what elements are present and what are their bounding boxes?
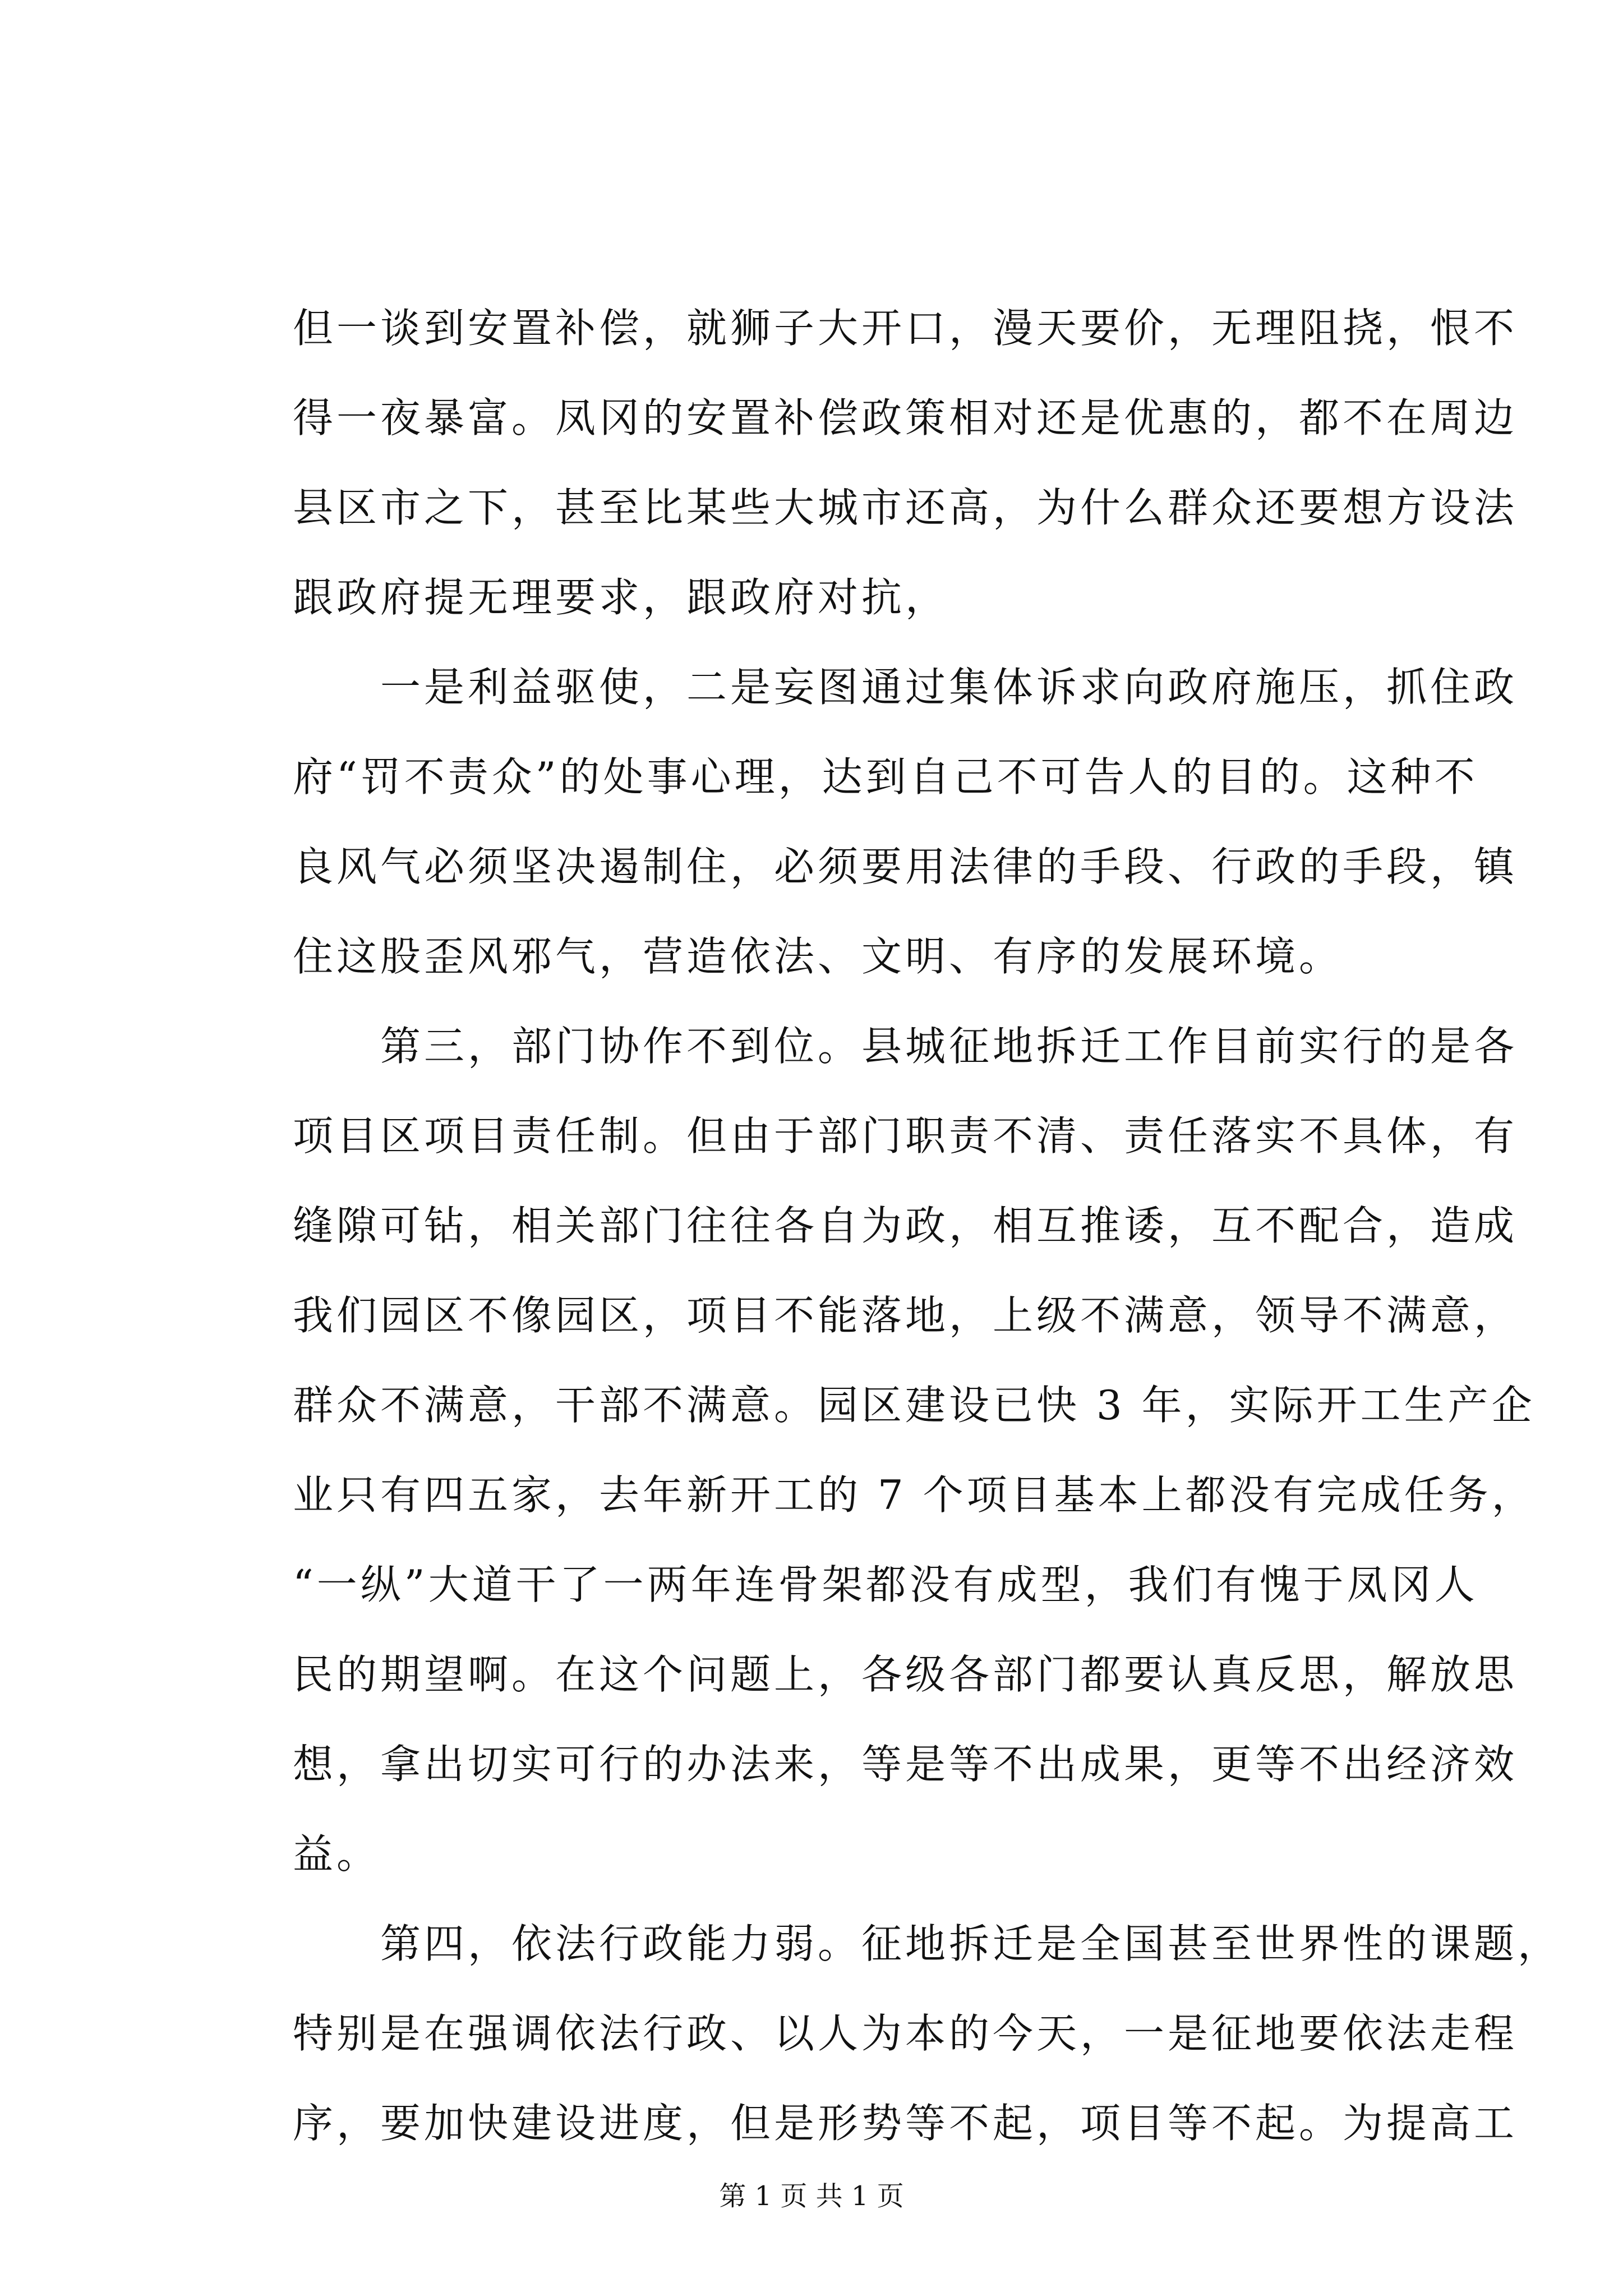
body-text-line: 缝隙可钻，相关部门往往各自为政，相互推诿，互不配合，造成 xyxy=(293,1202,1518,1249)
body-text-line: 得一夜暴富。凤冈的安置补偿政策相对还是优惠的，都不在周边 xyxy=(293,394,1518,441)
body-text-line: 但一谈到安置补偿，就狮子大开口，漫天要价，无理阻挠，恨不 xyxy=(293,305,1518,352)
body-text-line: 想，拿出切实可行的办法来，等是等不出成果，更等不出经济效 xyxy=(293,1741,1518,1788)
body-text-line: 跟政府提无理要求，跟政府对抗， xyxy=(293,574,949,621)
body-text-line: 第四，依法行政能力弱。征地拆迁是全国甚至世界性的课题， xyxy=(293,1920,1562,1967)
body-text-line: 一是利益驱使，二是妄图通过集体诉求向政府施压，抓住政 xyxy=(293,664,1518,711)
body-text-line: 序，要加快建设进度，但是形势等不起，项目等不起。为提高工 xyxy=(293,2100,1518,2147)
body-text-line: “一纵”大道干了一两年连骨架都没有成型，我们有愧于凤冈人 xyxy=(293,1561,1478,1608)
body-text-line: 项目区项目责任制。但由于部门职责不清、责任落实不具体，有 xyxy=(293,1112,1518,1159)
body-text-line: 特别是在强调依法行政、以人为本的今天，一是征地要依法走程 xyxy=(293,2010,1518,2057)
body-text-line: 良风气必须坚决遏制住，必须要用法律的手段、行政的手段，镇 xyxy=(293,843,1518,890)
body-text-line: 群众不满意，干部不满意。园区建设已快 3 年，实际开工生产企 xyxy=(293,1382,1536,1429)
body-text-line: 益。 xyxy=(293,1830,381,1878)
body-text-line: 府“罚不责众”的处事心理，达到自己不可告人的目的。这种不 xyxy=(293,753,1478,800)
body-text-line: 我们园区不像园区，项目不能落地，上级不满意，领导不满意， xyxy=(293,1292,1518,1339)
body-text-line: 业只有四五家，去年新开工的 7 个项目基本上都没有完成任务， xyxy=(293,1471,1536,1519)
body-text-line: 住这股歪风邪气，营造依法、文明、有序的发展环境。 xyxy=(293,933,1343,980)
body-text-line: 县区市之下，甚至比某些大城市还高，为什么群众还要想方设法 xyxy=(293,484,1518,531)
page-number-footer: 第 1 页 共 1 页 xyxy=(719,2180,904,2212)
body-text-line: 民的期望啊。在这个问题上，各级各部门都要认真反思，解放思 xyxy=(293,1651,1518,1698)
body-text-line: 第三，部门协作不到位。县城征地拆迁工作目前实行的是各 xyxy=(293,1023,1518,1070)
